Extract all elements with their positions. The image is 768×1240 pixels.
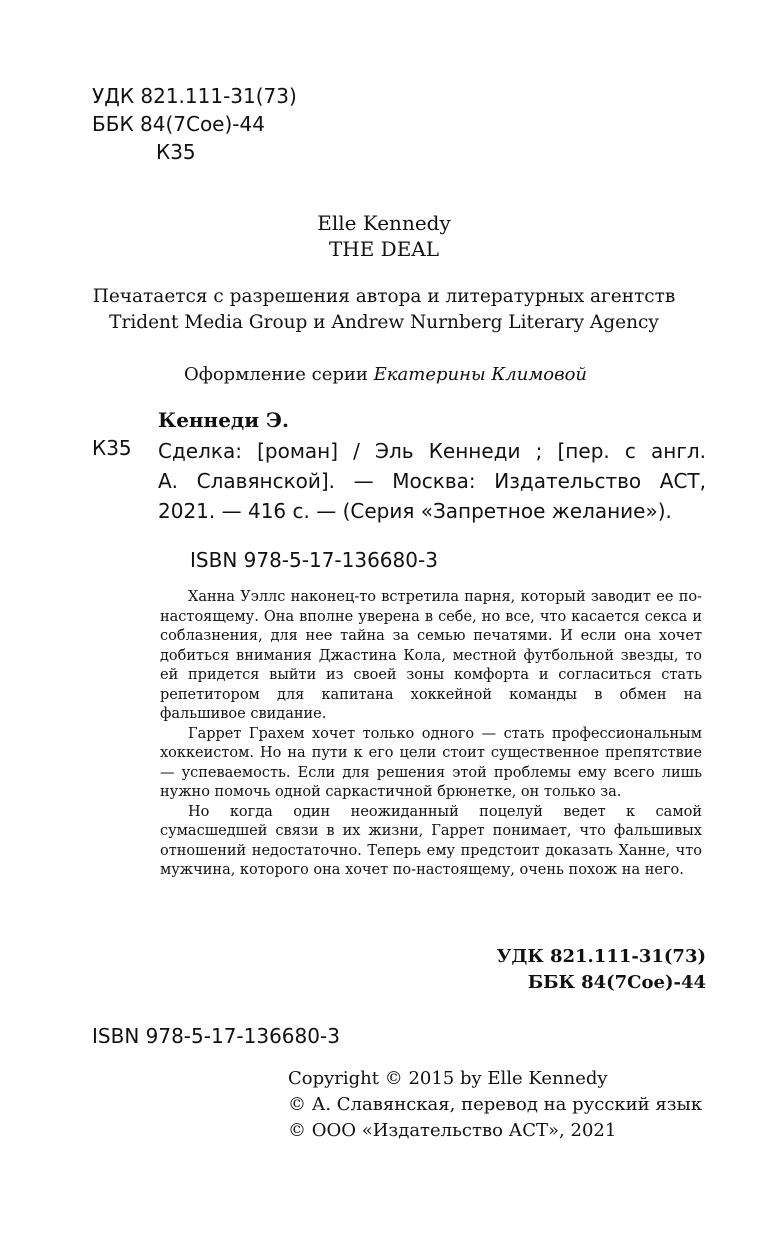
- copyright-line: © ООО «Издательство АСТ», 2021: [288, 1120, 617, 1141]
- annotation-paragraph: Гаррет Грахем хочет только одного — стать профессиональным хоккеистом. Но на пути к его цели стоит существенное препятствие — успеваемость. Если для решения этой проблемы ему всего лишь нужно помочь одной саркастичной брюнетке, он только за.: [160, 725, 702, 800]
- series-design-credit: [184, 364, 587, 385]
- original-title-block: [0, 210, 768, 262]
- bbk-code: ББК 84(7Сое)-44: [92, 112, 265, 136]
- annotation: [160, 588, 702, 881]
- catalog-line-1: Сделка: [роман] / Эль Кеннеди ; [пер. с англ.: [158, 439, 706, 463]
- copyright-line: Copyright © 2015 by Elle Kennedy: [288, 1068, 608, 1089]
- original-author: Elle Kennedy: [317, 211, 451, 235]
- permission-line-2: Trident Media Group и Andrew Nurnberg Literary Agency: [109, 312, 659, 333]
- original-title: THE DEAL: [328, 237, 440, 261]
- bottom-classification: [497, 944, 706, 996]
- annotation-paragraph: Ханна Уэллс наконец-то встретила парня, который заводит ее по-настоящему. Она вполне уверена в себе, но все, что касается секса и соблазнения, для нее тайна за семью печатями. И если она хочет добиться внимания Джастина Кола, местной футбольной звезды, то ей придется выйти из своей зоны комфорта и согласиться стать репетитором для капитана хоккейной команды в обмен на фальшивое свидание.: [160, 589, 702, 722]
- copyright-line: © А. Славянская, перевод на русский язык: [288, 1094, 703, 1115]
- isbn-bottom: ISBN 978-5-17-136680-3: [92, 1024, 340, 1048]
- catalog-isbn: ISBN 978-5-17-136680-3: [190, 548, 438, 572]
- series-designer: Екатерины Климовой: [373, 364, 588, 385]
- copyright-block: [288, 1066, 702, 1144]
- catalog-mark: К35: [92, 436, 132, 460]
- classification-block: [92, 82, 297, 166]
- udk-code: УДК 821.111-31(73): [92, 84, 297, 108]
- series-design-label: Оформление серии: [184, 364, 368, 385]
- bottom-bbk: ББК 84(7Сое)-44: [527, 972, 706, 993]
- annotation-paragraph: Но когда один неожиданный поцелуй ведет к самой сумасшедшей связи в их жизни, Гаррет понимает, что фальшивых отношений недостаточно. Теперь ему предстоит доказать Ханне, что мужчина, которого она хочет по-настоящему, очень похож на него.: [160, 803, 702, 878]
- permission-line-1: Печатается с разрешения автора и литературных агентств: [92, 286, 676, 307]
- catalog-line-3: 2021. — 416 с. — (Серия «Запретное желание»).: [158, 499, 672, 523]
- bottom-udk: УДК 821.111-31(73): [496, 946, 706, 967]
- catalog-description: [158, 436, 706, 526]
- catalog-author-heading: Кеннеди Э.: [158, 408, 289, 432]
- catalog-line-2: А. Славянской]. — Москва: Издательство АСТ,: [158, 469, 706, 493]
- permission-block: [0, 284, 768, 336]
- author-mark: К35: [156, 140, 196, 164]
